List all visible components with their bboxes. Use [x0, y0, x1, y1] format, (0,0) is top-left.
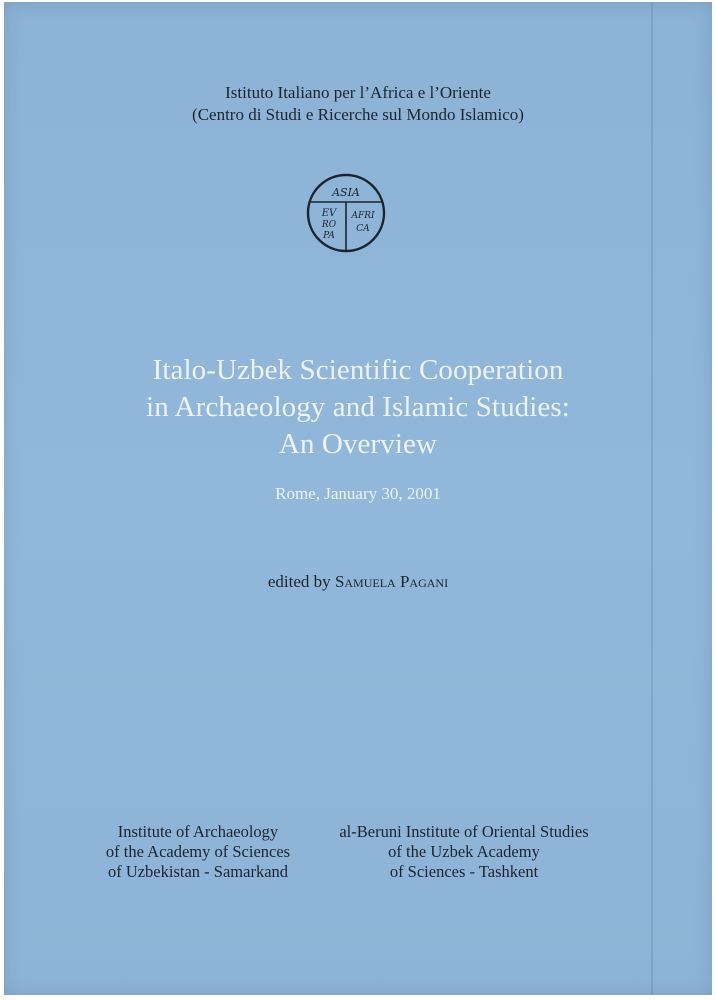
title-line-1: Italo-Uzbek Scientific Cooperation — [152, 354, 564, 386]
logo-africa-text-2: CA — [356, 224, 370, 234]
logo-africa-text-1: AFRI — [351, 211, 375, 221]
institution-left-line-3: of Uzbekistan - Samarkand — [107, 862, 289, 881]
institution-left-line-2: of the Academy of Sciences — [105, 842, 291, 861]
institution-right — [334, 822, 594, 882]
institution-right-line-2: of the Uzbek Academy — [388, 842, 540, 861]
editor-prefix: edited by — [267, 572, 331, 591]
publisher-block — [4, 82, 712, 126]
logo-europa-text-3: PA — [323, 231, 335, 241]
logo-europa-text-1: EV — [321, 208, 337, 219]
logo-asia-text: ASIA — [332, 186, 360, 199]
institution-left-line-1: Institute of Archaeology — [117, 822, 279, 841]
institution-right-line-3: of Sciences - Tashkent — [389, 862, 539, 881]
publisher-subtitle: (Centro di Studi e Ricerche sul Mondo Islamico) — [192, 105, 524, 124]
logo-europa-text-2: RO — [321, 220, 337, 230]
institution-left — [88, 822, 308, 882]
editor-line — [4, 572, 712, 592]
institution-right-line-1: al-Beruni Institute of Oriental Studies — [339, 822, 589, 841]
title-line-3: An Overview — [278, 428, 438, 460]
publisher-name: Istituto Italiano per l’Africa e l’Oriente — [225, 83, 491, 102]
book-title — [4, 352, 712, 463]
institute-logo-icon — [305, 172, 387, 254]
title-line-2: in Archaeology and Islamic Studies: — [146, 391, 570, 423]
book-cover — [4, 2, 712, 995]
logo-svg — [305, 172, 387, 254]
conference-date: Rome, January 30, 2001 — [275, 484, 441, 503]
editor-name: Samuela Pagani — [334, 572, 449, 591]
